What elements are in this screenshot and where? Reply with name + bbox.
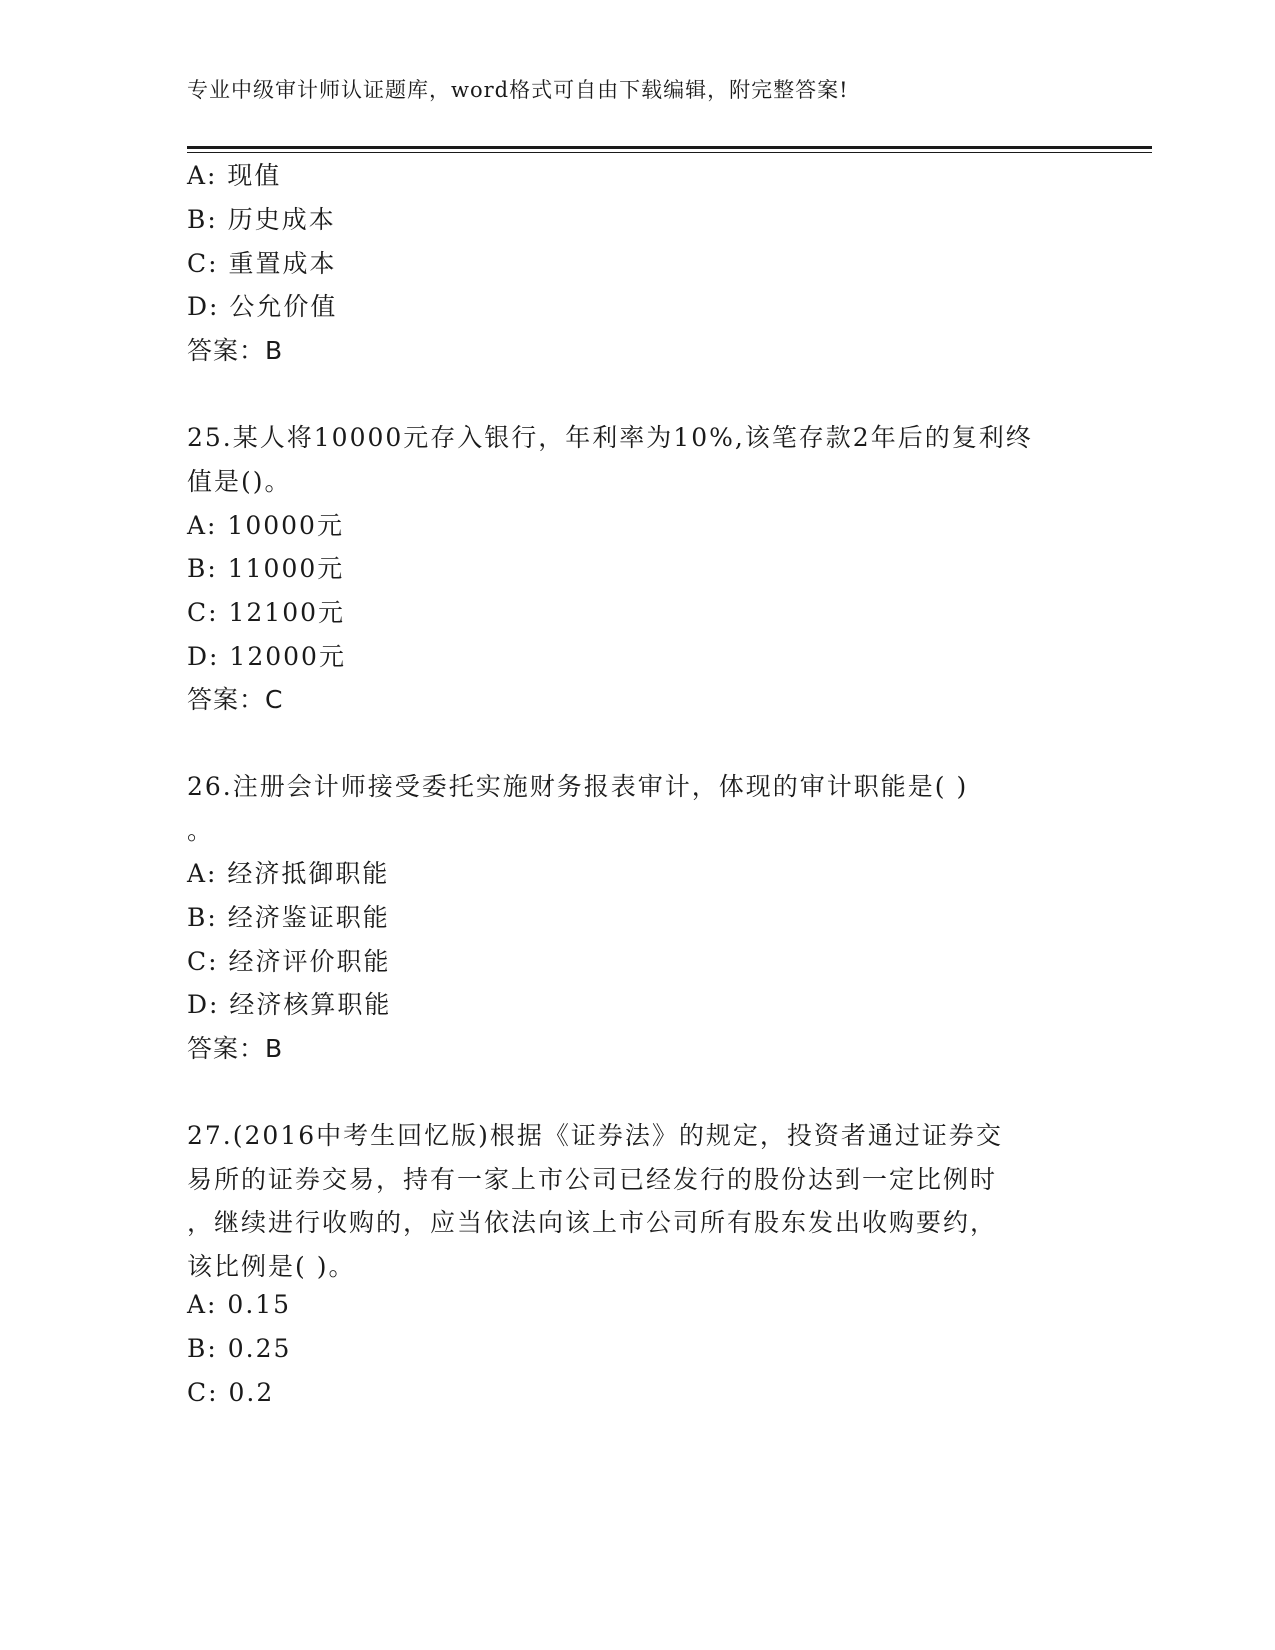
question-stem-line: 26.注册会计师接受委托实施财务报表审计，体现的审计职能是( ) [187,772,969,801]
question-stem-line: 。 [187,816,215,845]
option-d: D: 12000元 [187,642,346,671]
option-d: D: 经济核算职能 [187,990,392,1019]
option-c: C: 0.2 [187,1378,275,1407]
header-rule-thin [187,152,1152,153]
option-c: C: 12100元 [187,598,346,627]
option-a: A: 10000元 [187,511,344,540]
option-c: C: 经济评价职能 [187,947,391,976]
answer-line: 答案：C [187,685,284,714]
option-b: B: 历史成本 [187,205,336,234]
option-a: A: 经济抵御职能 [187,859,390,888]
option-d: D: 公允价值 [187,292,338,321]
option-b: B: 11000元 [187,554,345,583]
question-stem-line: 值是()。 [187,467,292,496]
header-rule-thick [187,146,1152,149]
option-b: B: 0.25 [187,1334,292,1363]
question-stem-line: 该比例是( )。 [187,1252,356,1281]
answer-line: 答案：B [187,1034,284,1063]
option-b: B: 经济鉴证职能 [187,903,390,932]
option-c: C: 重置成本 [187,249,337,278]
question-stem-line: 27.(2016中考生回忆版)根据《证券法》的规定，投资者通过证券交 [187,1121,1003,1150]
option-a: A: 现值 [187,161,282,190]
question-stem-line: ，继续进行收购的，应当依法向该上市公司所有股东发出收购要约， [187,1208,998,1237]
page-header: 专业中级审计师认证题库，word格式可自由下载编辑，附完整答案! [187,78,849,102]
answer-line: 答案：B [187,336,284,365]
question-stem-line: 易所的证券交易，持有一家上市公司已经发行的股份达到一定比例时 [187,1165,998,1194]
question-stem-line: 25.某人将10000元存入银行，年利率为10%,该笔存款2年后的复利终 [187,423,1033,452]
option-a: A: 0.15 [187,1290,292,1319]
